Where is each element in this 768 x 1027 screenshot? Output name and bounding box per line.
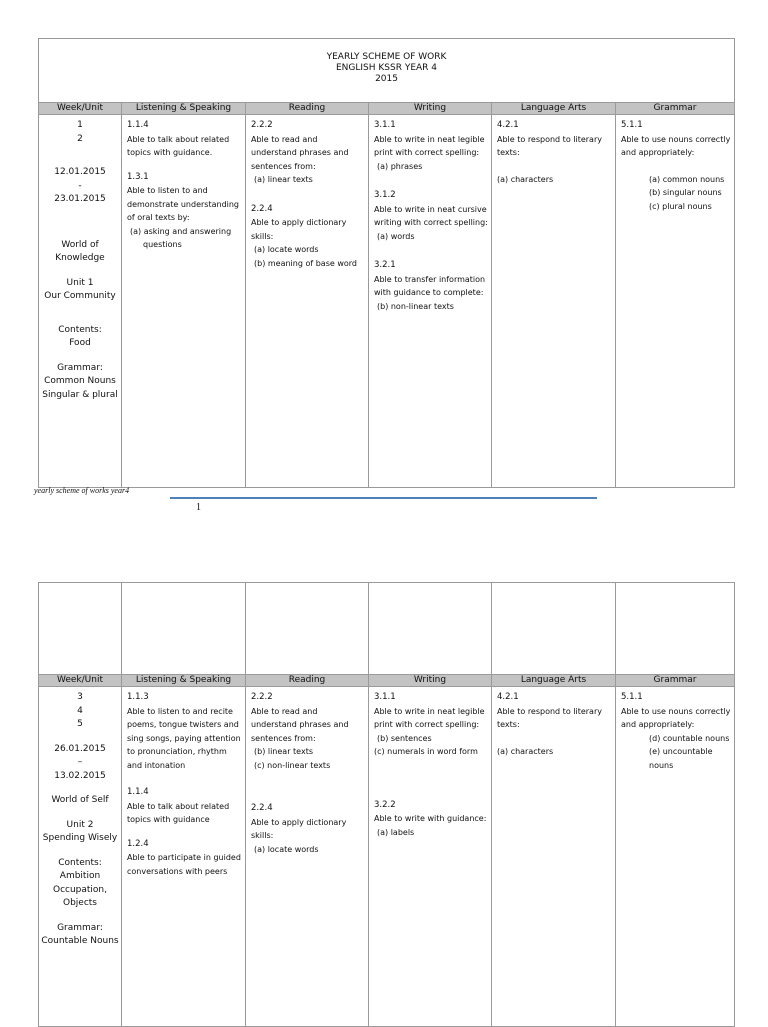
date-dash: - <box>78 180 82 191</box>
skill-text: Able to apply dictionary skills: <box>251 817 347 840</box>
skill-text: Able to listen to and demonstrate understanding of oral texts by: <box>127 186 240 222</box>
skill-item: (c) non-linear texts <box>254 760 331 770</box>
skill-item: (a) locate words <box>254 245 319 254</box>
grammar-item: (c) plural nouns <box>649 201 712 211</box>
skill-code: 1.1.4 <box>127 120 149 130</box>
contents-label: Contents: <box>58 324 102 335</box>
grammar-item: (a) common nouns <box>649 174 725 184</box>
week-unit-cell <box>39 687 122 1027</box>
title-line-1: YEARLY SCHEME OF WORK <box>326 52 447 62</box>
week-number: 5 <box>77 719 83 729</box>
skill-code: 3.1.1 <box>374 120 396 130</box>
writing-cell <box>369 115 492 488</box>
header-language-arts: Language Arts <box>492 103 616 115</box>
skill-code: 2.2.4 <box>251 203 273 214</box>
skill-text: Able to read and understand phrases and sentences from: <box>251 706 349 743</box>
week-number: 2 <box>77 133 83 144</box>
skill-text: Able to write with guidance: <box>374 814 487 823</box>
skill-code: 1.1.4 <box>127 787 149 797</box>
unit-name: Spending Wisely <box>42 833 118 843</box>
page-number: 1 <box>196 502 201 513</box>
skill-code: 5.1.1 <box>621 692 643 702</box>
skill-item: (a) characters <box>497 746 554 756</box>
skill-code: 1.2.4 <box>127 838 149 849</box>
skill-text: Able to read and understand phrases and sentences from: <box>251 134 349 171</box>
blank-cell <box>616 583 735 675</box>
skill-text: Able to listen to and recite poems, tongue twisters and sing songs, paying attention to pronunciation, rhythm and intonation <box>127 706 241 770</box>
scheme-table-page-2 <box>38 582 735 1027</box>
blank-cell <box>369 583 492 675</box>
skill-text: Able to write in neat legible print with correct spelling: <box>374 706 485 729</box>
writing-cell <box>369 687 492 1027</box>
footer-rule <box>170 497 597 499</box>
skill-text: Able to talk about related topics with guidance. <box>127 134 230 157</box>
skill-text: Able to respond to literary texts: <box>497 706 602 729</box>
contents-label: Contents: <box>58 857 102 868</box>
skill-text: Able to respond to literary texts: <box>497 134 602 157</box>
skill-text: Able to use nouns correctly and appropriately: <box>621 706 731 729</box>
skill-item: (a) phrases <box>377 161 423 171</box>
language-arts-cell <box>492 687 616 1027</box>
skill-code: 3.2.1 <box>374 260 396 270</box>
table-row <box>39 115 735 488</box>
table-row <box>39 687 735 1027</box>
date-dash: – <box>77 757 83 767</box>
skill-code: 3.2.2 <box>374 799 396 810</box>
header-week-unit: Week/Unit <box>39 675 122 687</box>
grammar-item: (e) uncountable nouns <box>649 747 713 770</box>
grammar-label: Grammar: <box>57 922 103 933</box>
date-start: 12.01.2015 <box>54 167 106 177</box>
skill-text: Able to write in neat cursive writing with correct spelling: <box>374 204 488 227</box>
header-listening-speaking: Listening & Speaking <box>122 675 246 687</box>
scheme-table-page-1 <box>38 38 735 488</box>
reading-cell <box>246 687 369 1027</box>
reading-cell <box>246 115 369 488</box>
week-number: 1 <box>77 120 83 130</box>
theme: World of Self <box>51 795 109 805</box>
header-writing: Writing <box>369 675 492 687</box>
skill-code: 4.2.1 <box>497 692 519 702</box>
skill-code: 2.2.4 <box>251 803 273 813</box>
blank-cell <box>492 583 616 675</box>
skill-text: Able to participate in guided conversations with peers <box>127 853 241 876</box>
theme: World of Knowledge <box>55 239 105 263</box>
week-number: 3 <box>77 692 83 702</box>
skill-code: 2.2.2 <box>251 120 273 130</box>
skill-item: (b) non-linear texts <box>377 301 454 311</box>
blank-cell <box>122 583 246 675</box>
unit-number: Unit 1 <box>66 277 94 288</box>
header-row <box>39 103 735 115</box>
skill-item: (a) locate words <box>254 844 319 854</box>
unit-name: Our Community <box>44 291 116 301</box>
skill-text: Able to apply dictionary skills: <box>251 218 347 241</box>
skill-item: (a) words <box>377 231 415 241</box>
header-reading: Reading <box>246 675 369 687</box>
header-language-arts: Language Arts <box>492 675 616 687</box>
listening-speaking-cell <box>122 115 246 488</box>
skill-code: 2.2.2 <box>251 692 273 702</box>
skill-item: (a) characters <box>497 174 554 184</box>
grammar-item: (b) singular nouns <box>649 188 722 197</box>
skill-code: 1.1.3 <box>127 692 149 702</box>
contents-value: Food <box>69 338 91 348</box>
header-writing: Writing <box>369 103 492 115</box>
skill-code: 3.1.2 <box>374 190 396 200</box>
skill-code: 4.2.1 <box>497 120 519 130</box>
listening-speaking-cell <box>122 687 246 1027</box>
skill-text: Able to use nouns correctly and appropriately: <box>621 134 731 157</box>
skill-text: Able to talk about related topics with guidance <box>127 801 230 824</box>
header-row <box>39 675 735 687</box>
grammar-label: Grammar: <box>57 362 103 373</box>
grammar-value: Countable Nouns <box>41 936 119 946</box>
skill-item: (a) labels <box>377 827 415 837</box>
week-unit-cell <box>39 115 122 488</box>
skill-code: 1.3.1 <box>127 171 149 182</box>
skill-item: (c) numerals in word form <box>374 747 478 756</box>
header-grammar: Grammar <box>616 675 735 687</box>
title-line-2: ENGLISH KSSR YEAR 4 <box>336 63 438 73</box>
title-block <box>39 39 735 103</box>
blank-cell <box>246 583 369 675</box>
skill-item: (b) meaning of base word <box>254 258 357 268</box>
date-end: 23.01.2015 <box>54 194 106 204</box>
blank-cell <box>39 583 122 675</box>
blank-row <box>39 583 735 675</box>
skill-item: (a) asking and answering questions <box>130 226 232 249</box>
skill-text: Able to write in neat legible print with correct spelling: <box>374 134 485 157</box>
skill-text: Able to transfer information with guidance to complete: <box>374 274 486 297</box>
date-end: 13.02.2015 <box>54 770 106 781</box>
language-arts-cell <box>492 115 616 488</box>
grammar-value: Common Nouns Singular & plural <box>42 376 118 400</box>
footer-text: yearly scheme of works year4 <box>34 486 130 495</box>
skill-item: (a) linear texts <box>254 175 313 184</box>
unit-number: Unit 2 <box>66 819 94 830</box>
grammar-item: (d) countable nouns <box>649 733 730 743</box>
grammar-cell <box>616 687 735 1027</box>
skill-code: 5.1.1 <box>621 120 643 130</box>
header-listening-speaking: Listening & Speaking <box>122 103 246 115</box>
week-number: 4 <box>77 705 83 716</box>
header-week-unit: Week/Unit <box>39 103 122 115</box>
date-start: 26.01.2015 <box>54 743 106 754</box>
grammar-cell <box>616 115 735 488</box>
title-line-3: 2015 <box>375 74 398 84</box>
contents-value: Ambition Occupation, Objects <box>52 871 107 908</box>
header-reading: Reading <box>246 103 369 115</box>
skill-code: 3.1.1 <box>374 692 396 702</box>
skill-item: (b) linear texts <box>254 747 313 756</box>
header-grammar: Grammar <box>616 103 735 115</box>
skill-item: (b) sentences <box>377 733 432 743</box>
